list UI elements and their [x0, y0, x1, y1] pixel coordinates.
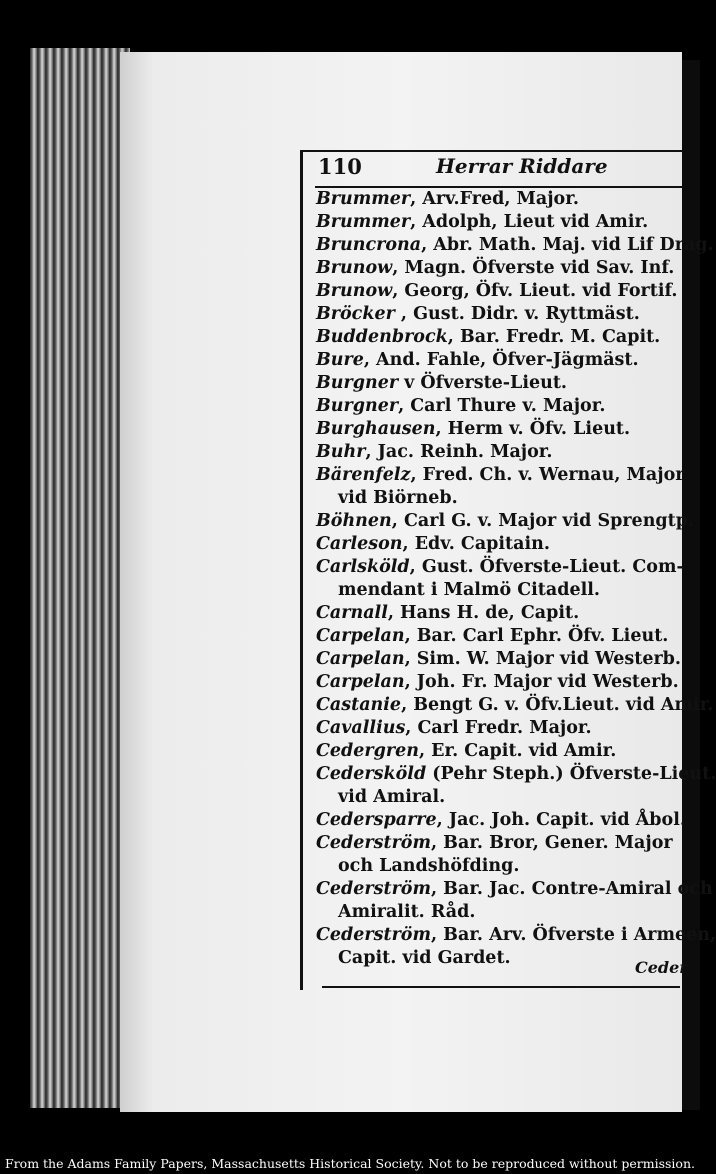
entry-details: , Georg, Öfv. Lieut. vid Fortif. — [392, 281, 678, 301]
entry-details: och Landshöfding. — [338, 856, 520, 876]
entry-surname: Brummer — [316, 189, 411, 209]
entry-continuation — [316, 901, 680, 924]
book-right-edge — [682, 60, 700, 1110]
entry-line — [316, 740, 680, 763]
entry-details: v Öfverste-Lieut. — [398, 373, 568, 393]
entry-surname: Cavallius — [316, 718, 406, 738]
entry-surname: Bärenfelz — [316, 465, 411, 485]
entry-details: , Bar. Bror, Gener. Major — [431, 833, 673, 853]
entry-line — [316, 763, 716, 786]
entry-line — [316, 878, 713, 901]
entry-surname: Burgner — [316, 373, 399, 393]
entry-details: mendant i Malmö Citadell. — [338, 580, 600, 600]
entry-line — [316, 832, 680, 855]
entry-line — [316, 625, 680, 648]
entry-details: , Carl Thure v. Major. — [398, 396, 606, 416]
entry-details: , And. Fahle, Öfver-Jägmäst. — [363, 350, 639, 370]
entry-details: (Pehr Steph.) Öfverste-Lieut. — [426, 764, 716, 784]
entry-surname: Carleson — [316, 534, 403, 554]
entry-details: , Er. Capit. vid Amir. — [418, 741, 617, 761]
entry-details: , Gust. Öfverste-Lieut. Com- — [409, 557, 684, 577]
entry-details: , Carl Fredr. Major. — [405, 718, 592, 738]
entry-details: , Joh. Fr. Major vid Westerb. — [404, 672, 679, 692]
entry-surname: Burghausen — [316, 419, 436, 439]
entry-details: , Abr. Math. Maj. vid Lif Drag. — [421, 235, 714, 255]
entry-line — [316, 464, 685, 487]
copyright-footer: From the Adams Family Papers, Massachusetts Historical Society. Not to be reproduced without permission. — [5, 1156, 695, 1171]
entry-details: , Jac. Joh. Capit. vid Åbol. — [436, 810, 686, 830]
entry-continuation — [316, 487, 680, 510]
running-title: Herrar Riddare — [436, 154, 608, 178]
entry-line — [316, 671, 680, 694]
entry-details: , Carl G. v. Major vid Sprengtp. — [391, 511, 695, 531]
entry-details: vid Amiral. — [338, 787, 446, 807]
entry-surname: Böhnen — [316, 511, 392, 531]
entry-line — [316, 418, 680, 441]
entry-continuation — [316, 947, 680, 970]
entry-surname: Bure — [316, 350, 364, 370]
entry-line — [316, 717, 680, 740]
entry-details: , Bar. Arv. Öfverste i Armeen, — [431, 925, 716, 945]
entry-line — [316, 211, 680, 234]
bottom-rule — [322, 986, 680, 988]
entry-line — [316, 602, 680, 625]
entry-surname: Carpelan — [316, 649, 405, 669]
entry-line — [316, 372, 680, 395]
entry-continuation — [316, 786, 680, 809]
entry-line — [316, 188, 680, 211]
entry-details: , Adolph, Lieut vid Amir. — [410, 212, 649, 232]
entry-details: , Bar. Carl Ephr. Öfv. Lieut. — [404, 626, 669, 646]
entry-details: , Magn. Öfverste vid Sav. Inf. — [392, 258, 675, 278]
entry-line — [316, 234, 714, 257]
entry-details: , Bengt G. v. Öfv.Lieut. vid Amir. — [401, 695, 714, 715]
entry-surname: Bruncrona — [316, 235, 422, 255]
entry-details: , Herm v. Öfv. Lieut. — [435, 419, 631, 439]
entry-details: Amiralit. Råd. — [338, 902, 476, 922]
entry-surname: Brummer — [316, 212, 411, 232]
entry-surname: Carlsköld — [316, 557, 410, 577]
entry-surname: Carpelan — [316, 626, 405, 646]
entry-details: , Jac. Reinh. Major. — [365, 442, 553, 462]
entry-surname: Buddenbrock — [316, 327, 448, 347]
entry-surname: Bröcker — [316, 304, 395, 324]
entry-details: , Fred. Ch. v. Wernau, Major — [410, 465, 685, 485]
entry-line — [316, 395, 680, 418]
entry-surname: Carnall — [316, 603, 388, 623]
entry-surname: Carpelan — [316, 672, 405, 692]
entry-line — [316, 510, 695, 533]
entry-surname: Brunow — [316, 258, 393, 278]
entry-line — [316, 648, 680, 671]
entry-surname: Burgner — [316, 396, 399, 416]
entry-line — [316, 694, 714, 717]
entry-details: , Gust. Didr. v. Ryttmäst. — [394, 304, 640, 324]
entry-surname: Cedergren — [316, 741, 419, 761]
entry-surname: Buhr — [316, 442, 366, 462]
catchword: Ceder — [635, 958, 688, 977]
entry-details: , Edv. Capitain. — [402, 534, 550, 554]
entry-line — [316, 556, 684, 579]
entry-surname: Cedersparre — [316, 810, 437, 830]
entry-details: , Arv.Fred, Major. — [410, 189, 579, 209]
entry-list — [316, 188, 716, 980]
entry-surname: Cederström — [316, 879, 431, 899]
entry-line — [316, 303, 680, 326]
page-header — [318, 150, 678, 182]
entry-line — [316, 280, 680, 303]
entry-continuation — [316, 855, 680, 878]
entry-surname: Cederström — [316, 925, 431, 945]
entry-surname: Cedersköld — [316, 764, 427, 784]
entry-details: Capit. vid Gardet. — [338, 948, 511, 968]
entry-details: , Bar. Fredr. M. Capit. — [447, 327, 661, 347]
entry-line — [316, 326, 680, 349]
entry-line — [316, 349, 680, 372]
entry-details: , Sim. W. Major vid Westerb. — [404, 649, 682, 669]
entry-continuation — [316, 579, 680, 602]
entry-surname: Castanie — [316, 695, 402, 715]
entry-surname: Cederström — [316, 833, 431, 853]
entry-line — [316, 809, 686, 832]
entry-line — [316, 533, 680, 556]
entry-details: , Bar. Jac. Contre-Amiral och — [431, 879, 713, 899]
entry-line — [316, 441, 680, 464]
entry-line — [316, 924, 716, 947]
entry-surname: Brunow — [316, 281, 393, 301]
entry-line — [316, 257, 680, 280]
page-number: 110 — [318, 154, 362, 179]
entry-details: vid Biörneb. — [338, 488, 458, 508]
entry-details: , Hans H. de, Capit. — [387, 603, 580, 623]
book-page-edges — [30, 48, 130, 1108]
